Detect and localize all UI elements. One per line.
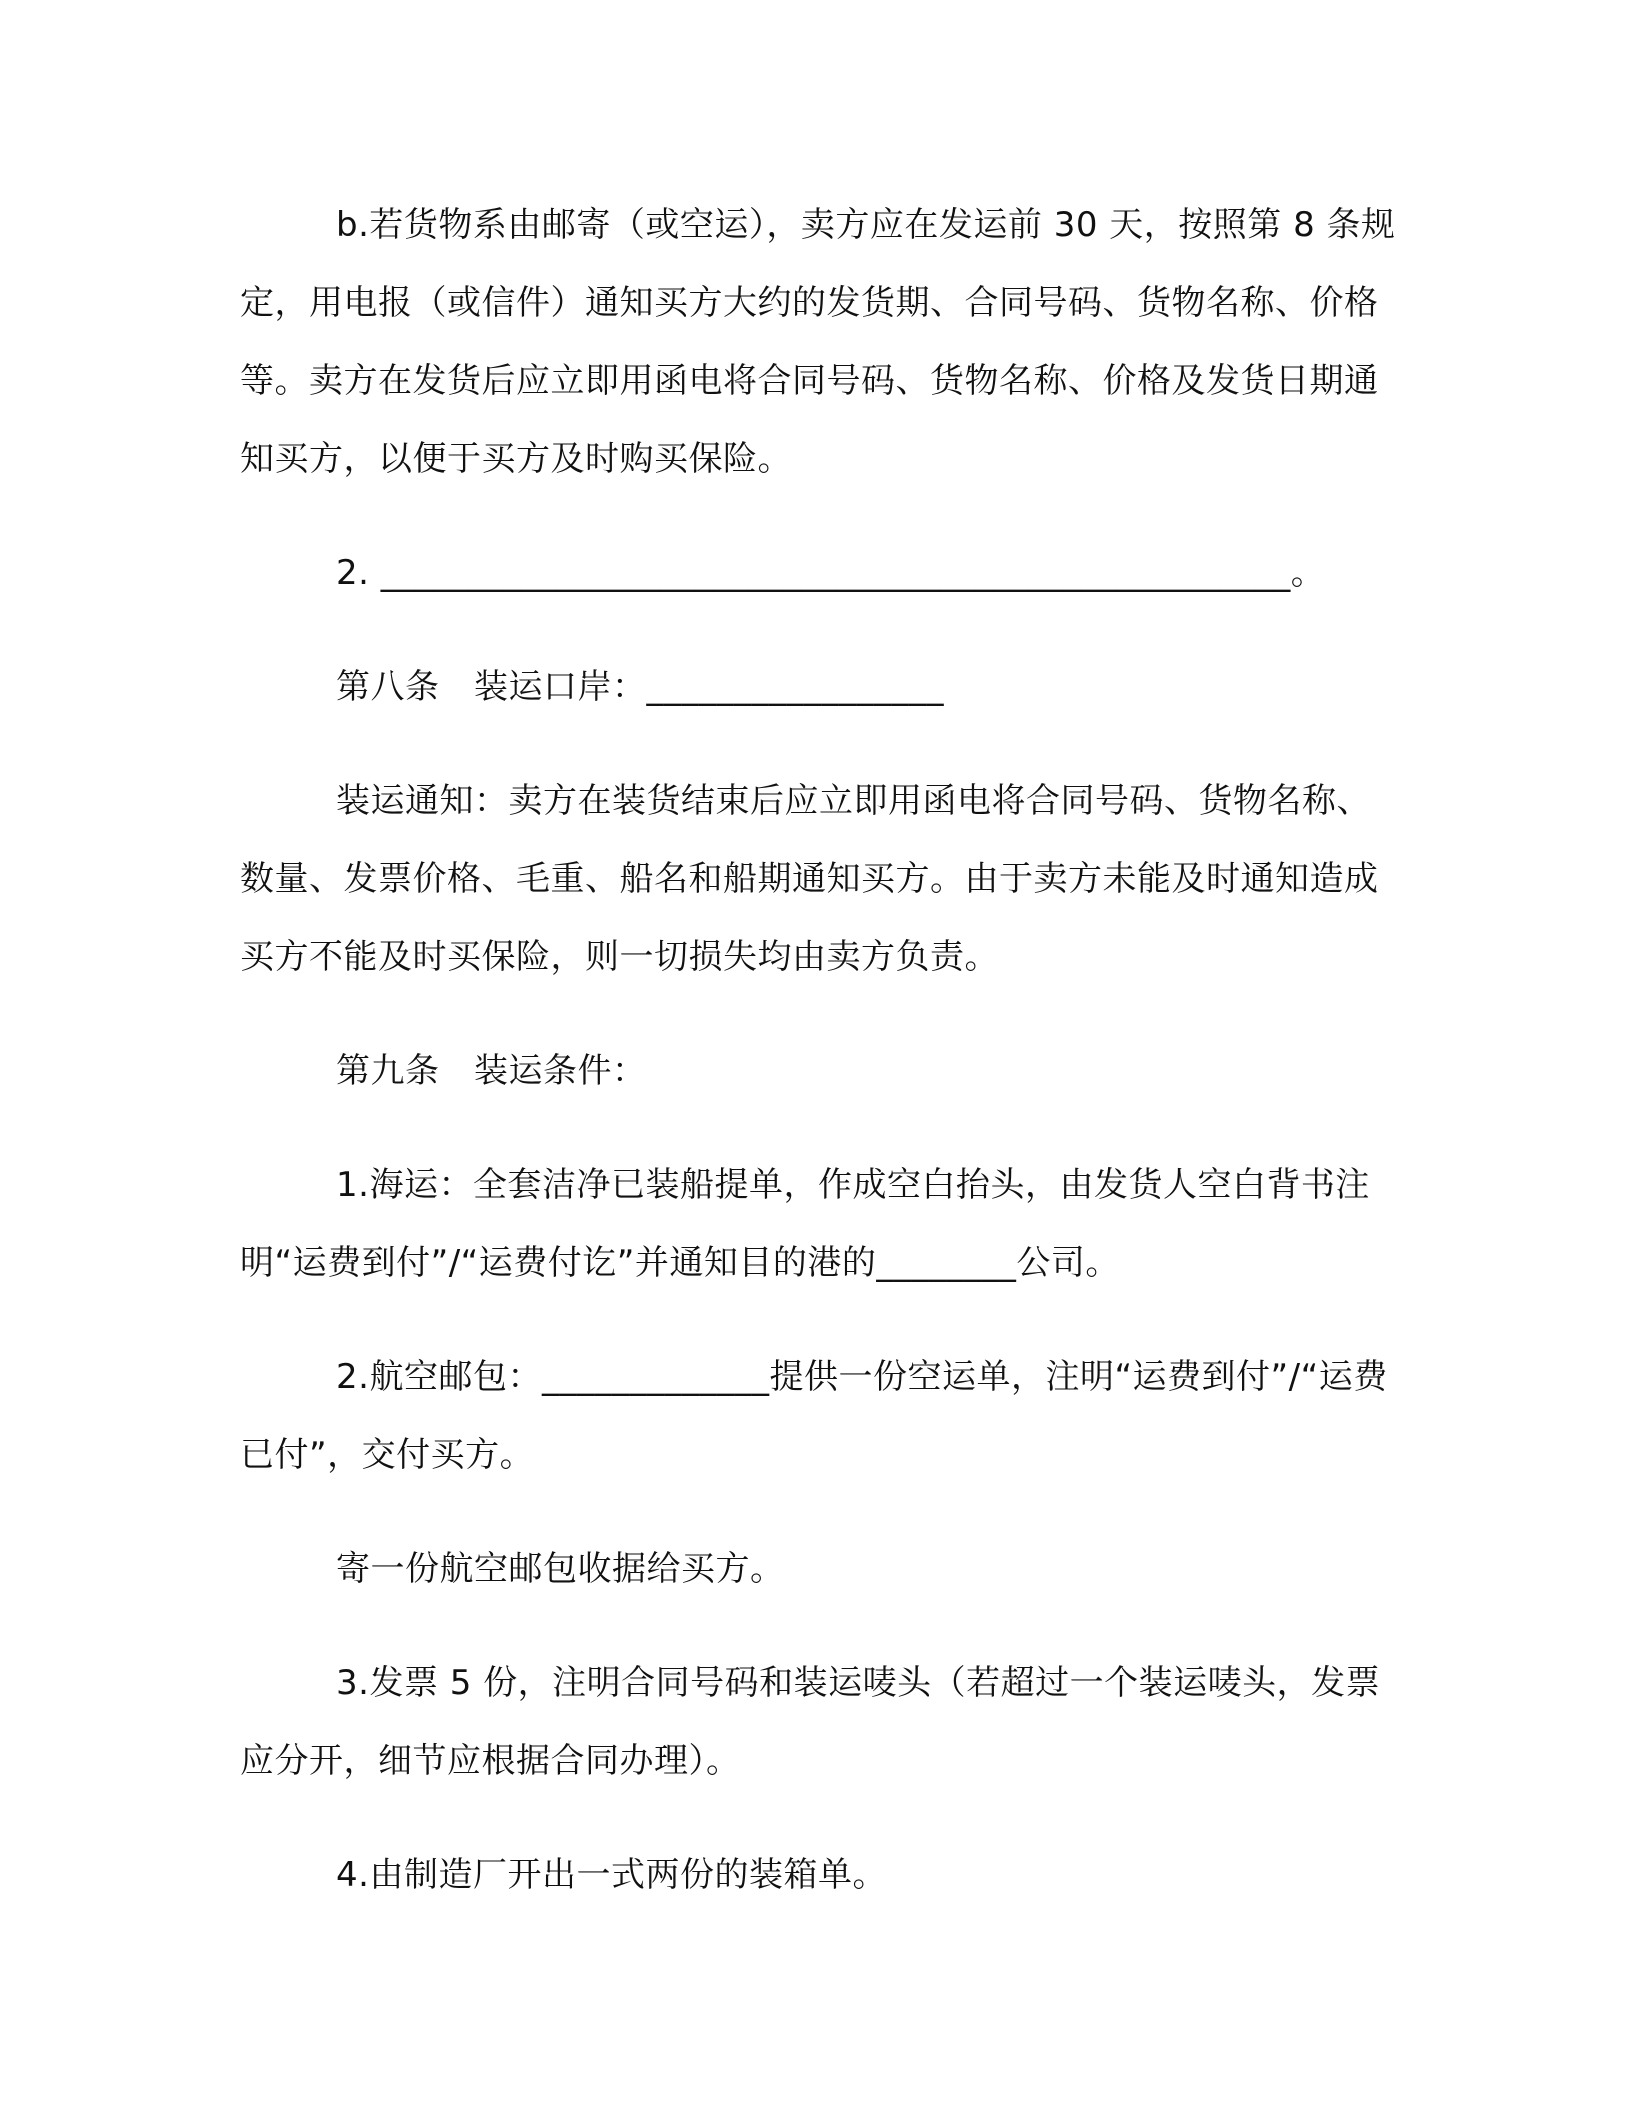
paragraph-air-parcel: 2.航空邮包：_____________提供一份空运单，注明“运费到付”/“运费已付”，交付买方。	[240, 1357, 1388, 1475]
paragraph-packing-list: 4.由制造厂开出一式两份的装箱单。	[336, 1855, 887, 1895]
paragraph-sea-transport: 1.海运：全套洁净已装船提单，作成空白抬头，由发货人空白背书注明“运费到付”/“运费付讫”并通知目的港的________公司。	[240, 1165, 1370, 1283]
document-body	[240, 186, 1400, 1950]
paragraph-shipping-notice: 装运通知：卖方在装货结束后应立即用函电将合同号码、货物名称、数量、发票价格、毛重、船名和船期通知买方。由于卖方未能及时通知造成买方不能及时买保险，则一切损失均由卖方负责。	[240, 781, 1379, 977]
paragraph-blank-item-2: 2. ____________________________________________________。	[336, 553, 1326, 593]
paragraph-air-parcel-receipt: 寄一份航空邮包收据给买方。	[336, 1549, 785, 1589]
article-8-port-of-shipment: 第八条 装运口岸：_________________	[336, 667, 944, 707]
paragraph-invoice: 3.发票 5 份，注明合同号码和装运唛头（若超过一个装运唛头，发票应分开，细节应根据合同办理）。	[240, 1663, 1381, 1781]
article-9-shipping-conditions: 第九条 装运条件：	[336, 1051, 647, 1091]
paragraph-postal-shipment-notice: b.若货物系由邮寄（或空运），卖方应在发运前 30 天，按照第 8 条规定，用电报（或信件）通知买方大约的发货期、合同号码、货物名称、价格等。卖方在发货后应立即用函电将合同号码、货物名称、价格及发货日期通知买方，以便于买方及时购买保险。	[240, 205, 1396, 479]
